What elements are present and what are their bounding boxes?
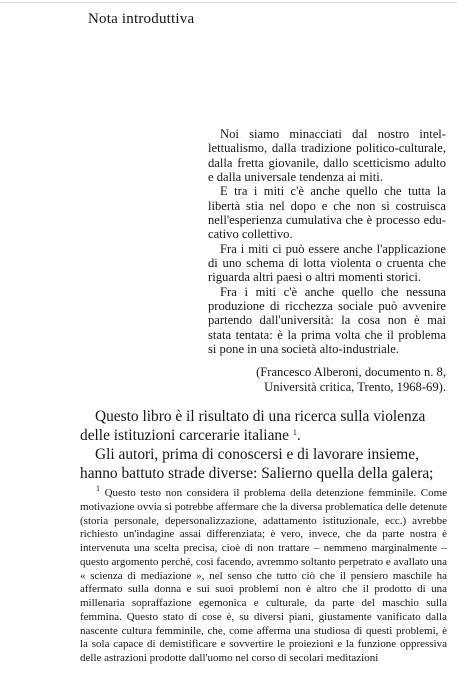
main-text-line: hanno battuto strade diverse: Salierno quella della galera; [80,465,434,482]
main-text-fragment: delle istituzioni carcerarie italiane [80,427,289,444]
epigraph-source [208,365,446,395]
main-text [80,407,447,483]
epigraph [208,127,446,357]
main-text-line [80,426,447,445]
epigraph-paragraph: Fra i miti c'è anche quello che nessuna produzione di ricchezza sociale può avvenire partendo dall'università: la cosa non è mai stata tentata: è la prima volta che il problema si pone in una società alto-industriale. [208,284,446,357]
footnote [80,484,448,666]
footnote-paragraph [80,484,448,666]
source-line: Università critica, Trento, 1968-69). [264,380,446,394]
main-text-fragment: . [296,427,301,444]
footnote-reference: 1 [292,428,297,437]
top-edge-line [0,2,457,3]
epigraph-paragraph: E tra i miti c'è anche quello che tutta la libertà stia nel dopo e che non si costruisca nell'esperienza cumulativa che è processo educativo collettivo. [208,184,446,242]
epigraph-paragraph: Noi siamo minacciati dal nostro intellettualismo, dalla tradizione politico-culturale, dalla fretta giovanile, dallo scetticismo adulto e dalla universale tendenza ai miti. [208,127,446,185]
source-line: (Francesco Alberoni, documento n. 8, [256,365,446,379]
footnote-marker: 1 [96,484,100,493]
epigraph-paragraph: Fra i miti ci può essere anche l'applicazione di uno schema di lotta violenta o cruenta che riguarda altri paesi o altri momenti storici. [208,241,446,285]
footnote-text: Questo testo non considera il problema della detenzione femminile. Come motivazione ovvia si potrebbe affermare che la diversa problematica delle detenute (storia personale, depersonalizzazione, adattamento istituzionale, ecc.) avrebbe richiesto un'indagine assai differenziata; è vero, invece, che da parte nostra è intervenuta una scelta precisa, cioè di non trattare – nemmeno marginalmente – questo argomento perché, così facendo, avremmo soltanto perpetrato e avallato una « scienza di mediazione », nel senso che tutto ciò che il pensiero maschile ha affermato sulla donna e sui suoi problemi non è altro che il prodotto di una millenaria sopraffazione egemonica e culturale, da parte del maschio sulla femmina. Questo stato di cose è, su diversi piani, giustamente vanificato dalla nascente cultura femminile, che, come afferma una studiosa di questi problemi, è la sola capace di demistificare e sovvertire le proiezioni e la funzione oppressiva delle astrazioni prodotte dall'uomo nel corso di secolari meditazioni [80,487,448,664]
page-heading: Nota introduttiva [88,11,195,27]
main-text-line: Questo libro è il risultato di una ricerca sulla violenza [95,408,426,425]
main-text-line: Gli autori, prima di conoscersi e di lavorare insieme, [95,446,419,463]
